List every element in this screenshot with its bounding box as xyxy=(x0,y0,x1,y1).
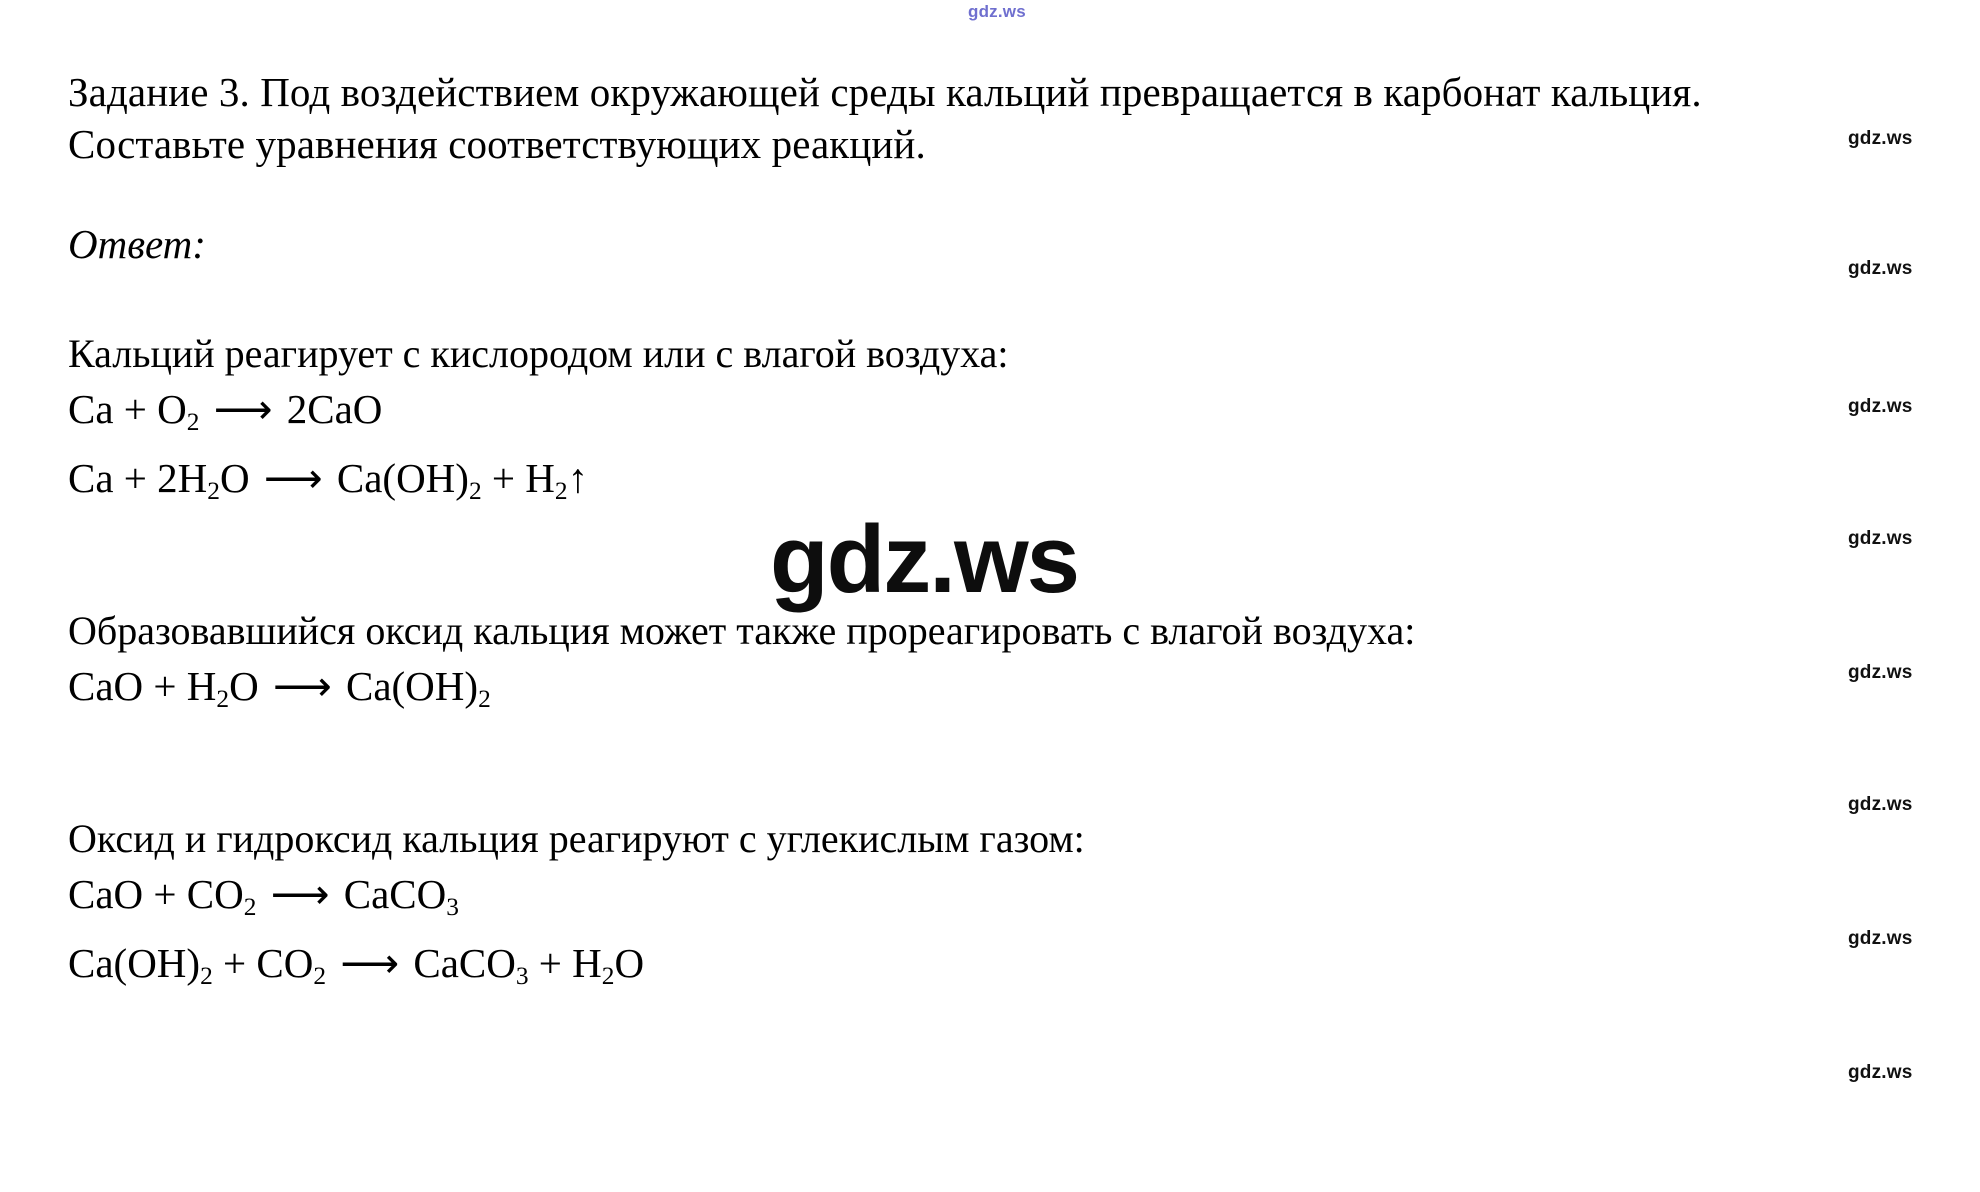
reaction-block-1 xyxy=(68,326,1888,519)
task-statement: Задание 3. Под воздействием окружающей среды кальций превращается в карбонат кальция. Составьте уравнения соответствующих реакций. xyxy=(68,69,1702,167)
equation-1-1: $Ca + O_2$ ⟶ 2CaO xyxy=(68,381,1888,450)
watermark-side-5: gdz.ws xyxy=(1848,662,1913,683)
equation-3-1: CaO + $CO_2$ ⟶ CaCO$_3$ xyxy=(68,866,1888,935)
equation-1-2: $Ca + 2H_2O$ ⟶ $Ca(OH)_2$ + $H_2↑$ xyxy=(68,450,1888,519)
watermark-large: gdz.ws xyxy=(770,506,1079,613)
arrow-icon: ⟶ xyxy=(340,940,400,987)
reaction-block-2-paragraph: Образовавшийся оксид кальция может также прореагировать с влагой воздуха: xyxy=(68,608,1416,654)
arrow-icon: ⟶ xyxy=(263,455,323,502)
watermark-top: gdz.ws xyxy=(968,2,1026,21)
watermark-side-6: gdz.ws xyxy=(1848,794,1913,815)
reaction-block-2 xyxy=(68,603,1888,727)
equation-2-1: CaO + $H_2O$ ⟶ $Ca(OH)_2$ xyxy=(68,658,1888,727)
arrow-icon: ⟶ xyxy=(272,663,332,710)
watermark-side-3: gdz.ws xyxy=(1848,396,1913,417)
watermark-side-8: gdz.ws xyxy=(1848,1062,1913,1083)
watermark-side-4: gdz.ws xyxy=(1848,528,1913,549)
arrow-icon: ⟶ xyxy=(213,386,273,432)
equation-3-2: $Ca(OH)_2 + CO_2$ ⟶ CaCO$_3$ + $H_2O$ xyxy=(68,935,1888,1004)
answer-label: Ответ: xyxy=(68,221,206,267)
watermark-side-1: gdz.ws xyxy=(1848,128,1913,149)
reaction-block-3 xyxy=(68,811,1888,1004)
arrow-icon: ⟶ xyxy=(270,871,330,918)
reaction-block-3-paragraph: Оксид и гидроксид кальция реагируют с углекислым газом: xyxy=(68,816,1085,862)
reaction-block-1-paragraph: Кальций реагирует с кислородом или с влагой воздуха: xyxy=(68,331,1009,376)
watermark-side-2: gdz.ws xyxy=(1848,258,1913,279)
watermark-side-7: gdz.ws xyxy=(1848,928,1913,949)
